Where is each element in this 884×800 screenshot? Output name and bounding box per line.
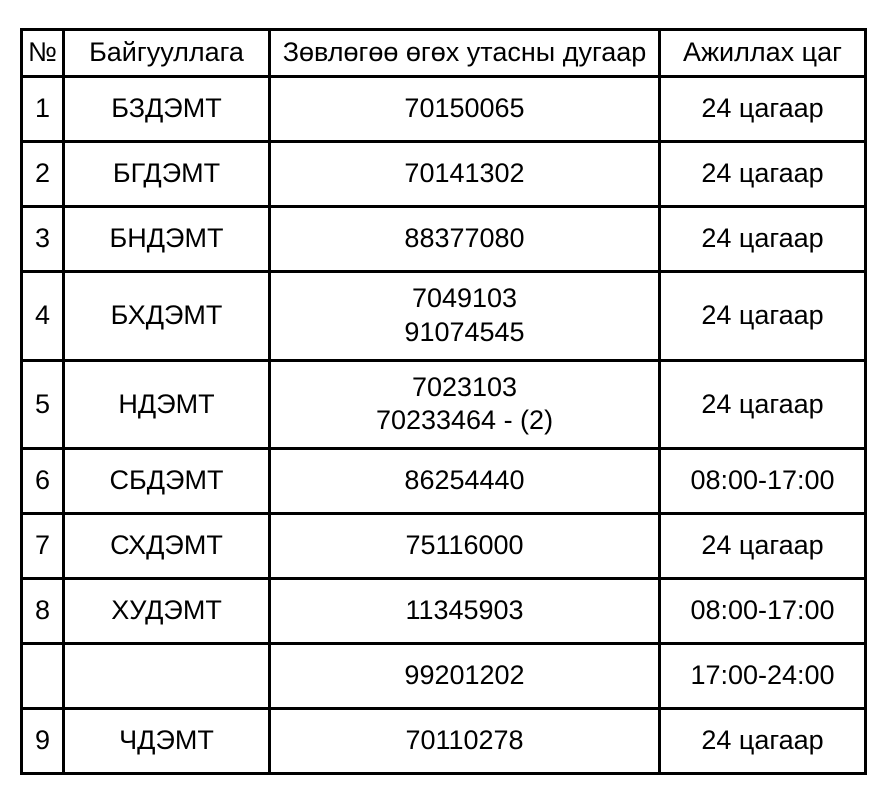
table-row: [22, 709, 866, 774]
cell-organization: БХДЭМТ: [64, 271, 270, 360]
cell-hours: 24 цагаар: [660, 206, 866, 271]
cell-hours: 08:00-17:00: [660, 449, 866, 514]
column-header-phone: Зөвлөгөө өгөх утасны дугаар: [270, 30, 660, 77]
cell-number: 5: [22, 360, 64, 449]
table-row: [22, 514, 866, 579]
table-row: [22, 206, 866, 271]
phone-number: 70141302: [404, 157, 525, 188]
phone-number: 70150065: [404, 92, 525, 123]
cell-number: 6: [22, 449, 64, 514]
cell-phone: [270, 709, 660, 774]
cell-hours: 24 цагаар: [660, 271, 866, 360]
phone-number: 11345903: [405, 595, 524, 626]
table-body: [22, 76, 866, 773]
cell-organization: [64, 644, 270, 709]
phone-number: 70233464 - (2): [375, 405, 554, 436]
cell-phone: [270, 644, 660, 709]
table-row: [22, 449, 866, 514]
cell-organization: ЧДЭМТ: [64, 709, 270, 774]
cell-hours: 17:00-24:00: [660, 644, 866, 709]
cell-number: 3: [22, 206, 64, 271]
cell-hours: 24 цагаар: [660, 514, 866, 579]
cell-organization: БНДЭМТ: [64, 206, 270, 271]
table-header: [22, 30, 866, 77]
cell-hours: 08:00-17:00: [660, 579, 866, 644]
column-header-number: №: [22, 30, 64, 77]
phone-number: 7023103: [411, 371, 518, 402]
cell-number: 9: [22, 709, 64, 774]
table-row: [22, 579, 866, 644]
cell-number: 4: [22, 271, 64, 360]
phone-number: 91074545: [404, 316, 525, 347]
cell-phone: [270, 514, 660, 579]
cell-phone: [270, 360, 660, 449]
cell-organization: БГДЭМТ: [64, 141, 270, 206]
cell-phone: [270, 449, 660, 514]
cell-phone: [270, 141, 660, 206]
phone-number: 86254440: [404, 465, 525, 496]
cell-hours: 24 цагаар: [660, 360, 866, 449]
phone-number: 88377080: [404, 222, 525, 253]
cell-hours: 24 цагаар: [660, 76, 866, 141]
cell-number: 1: [22, 76, 64, 141]
cell-phone: [270, 579, 660, 644]
cell-phone: [270, 76, 660, 141]
column-header-organization: Байгууллага: [64, 30, 270, 77]
table-row: [22, 271, 866, 360]
cell-number: 8: [22, 579, 64, 644]
phone-number: 99201202: [404, 660, 525, 691]
cell-hours: 24 цагаар: [660, 141, 866, 206]
table-row: [22, 141, 866, 206]
hotline-contacts-table: [20, 28, 867, 775]
table-row: [22, 76, 866, 141]
cell-number: 7: [22, 514, 64, 579]
cell-organization: БЗДЭМТ: [64, 76, 270, 141]
table-header-row: [22, 30, 866, 77]
table-row: [22, 360, 866, 449]
table-row: [22, 644, 866, 709]
cell-organization: НДЭМТ: [64, 360, 270, 449]
cell-number: [22, 644, 64, 709]
phone-number: 75116000: [405, 530, 524, 561]
cell-organization: СБДЭМТ: [64, 449, 270, 514]
phone-number: 70110278: [405, 725, 524, 756]
cell-number: 2: [22, 141, 64, 206]
cell-phone: [270, 206, 660, 271]
cell-organization: СХДЭМТ: [64, 514, 270, 579]
phone-number: 7049103: [411, 282, 518, 313]
cell-hours: 24 цагаар: [660, 709, 866, 774]
cell-organization: ХУДЭМТ: [64, 579, 270, 644]
cell-phone: [270, 271, 660, 360]
column-header-hours: Ажиллах цаг: [660, 30, 866, 77]
